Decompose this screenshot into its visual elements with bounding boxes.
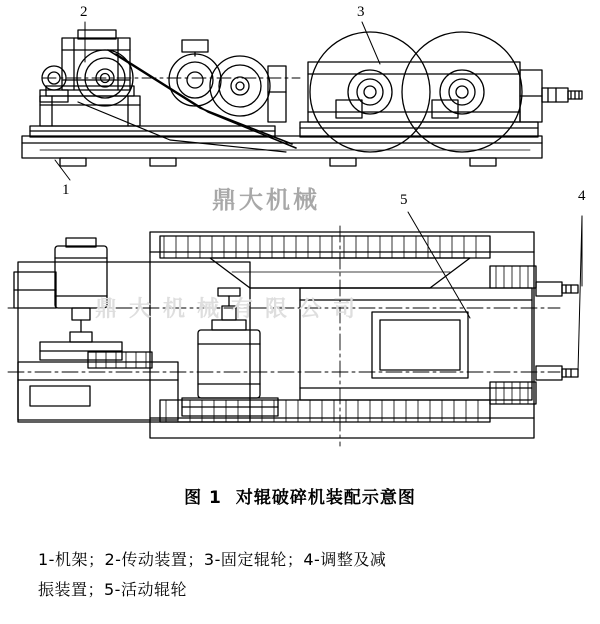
legend-line-1: 1-机架；2-传动装置；3-固定辊轮；4-调整及减 bbox=[38, 550, 387, 569]
figure-title: 对辊破碎机装配示意图 bbox=[235, 488, 416, 508]
callout-2: 2 bbox=[80, 4, 88, 20]
callout-3: 3 bbox=[357, 4, 365, 20]
legend-line-2: 振装置；5-活动辊轮 bbox=[38, 580, 187, 599]
watermark-secondary: 鼎大机械有限公司 bbox=[95, 296, 368, 321]
figure-legend bbox=[38, 545, 568, 605]
figure-number: 图 1 bbox=[184, 488, 222, 508]
callout-5: 5 bbox=[400, 192, 408, 208]
watermark-primary: 鼎大机械 bbox=[212, 187, 320, 214]
figure-caption bbox=[0, 483, 600, 508]
callout-4: 4 bbox=[578, 188, 586, 204]
callout-1: 1 bbox=[62, 182, 70, 198]
